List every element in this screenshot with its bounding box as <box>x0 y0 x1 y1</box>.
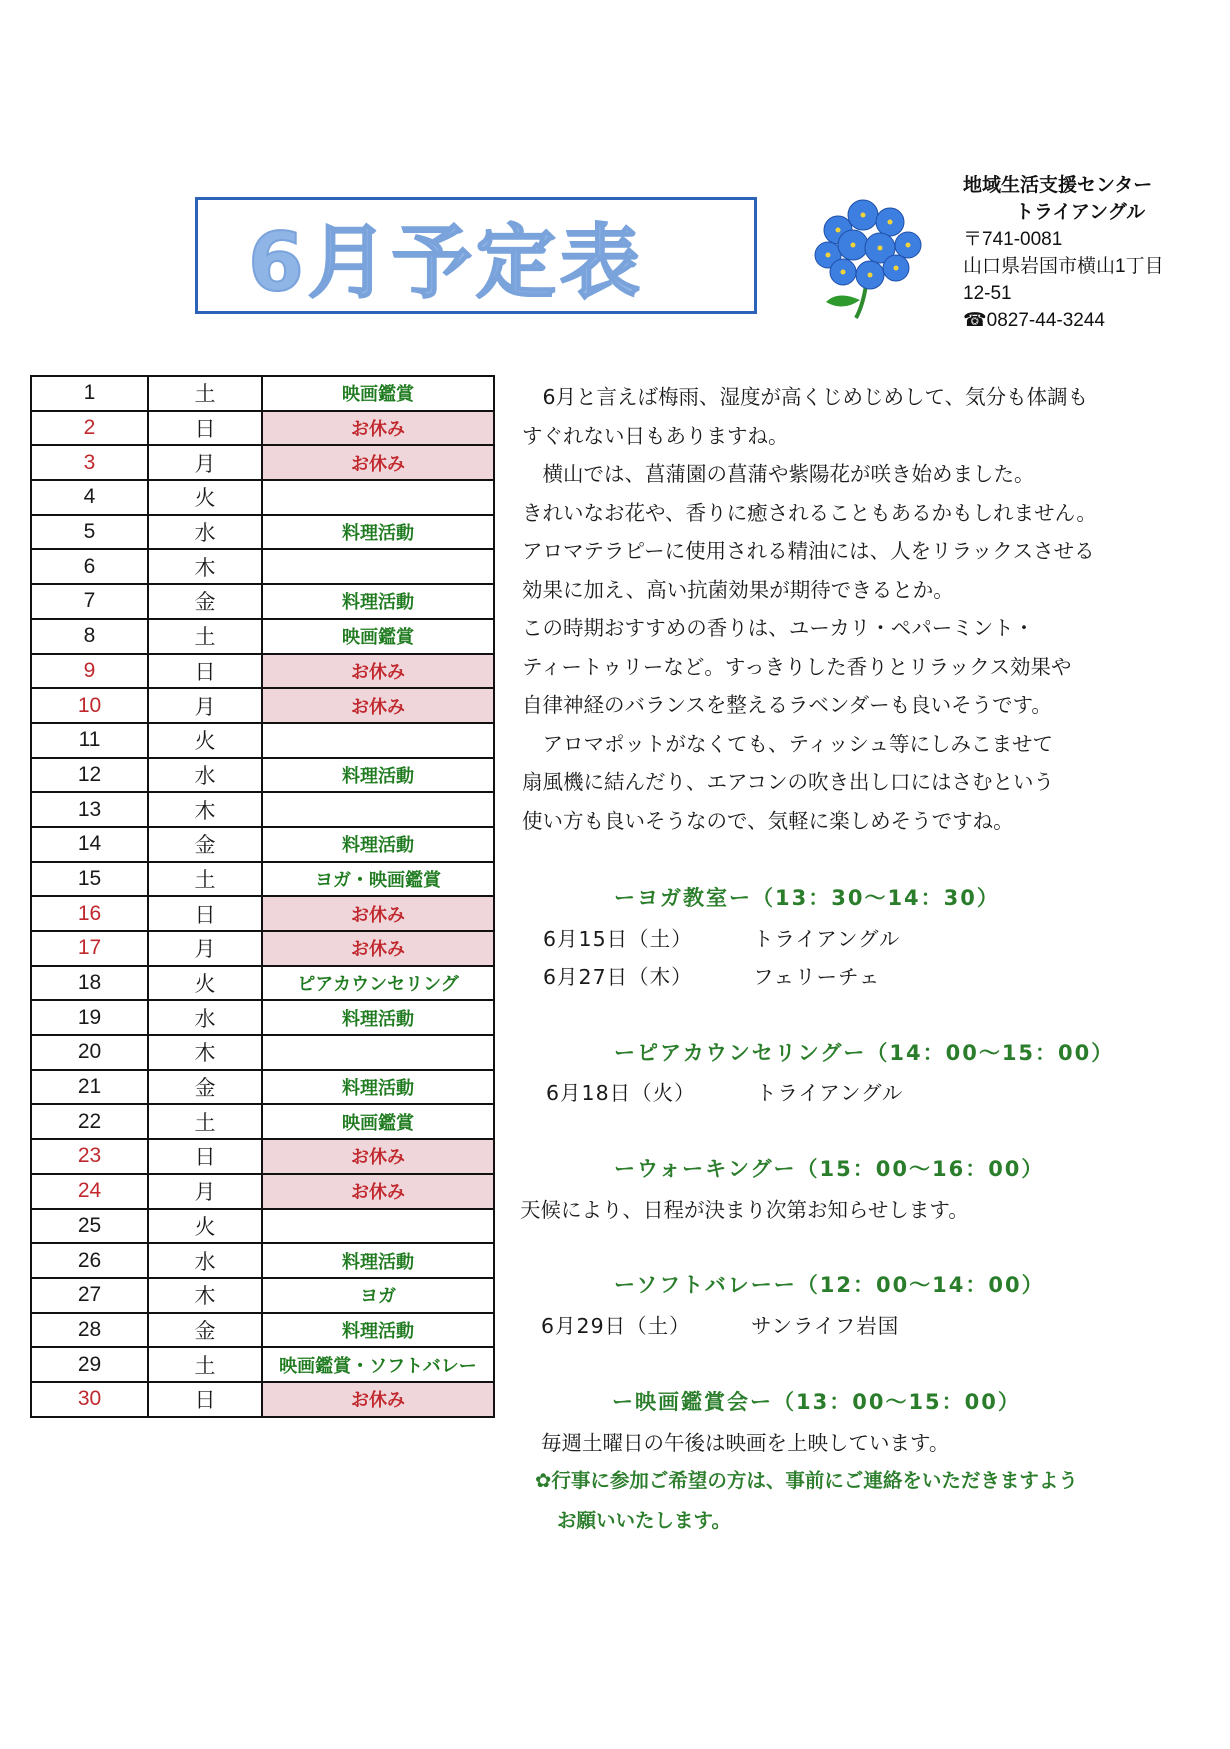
intro-line: 効果に加え、高い抗菌効果が期待できるとか。 <box>522 577 954 602</box>
schedule-activity: 料理活動 <box>262 1313 494 1348</box>
schedule-row <box>31 688 494 723</box>
schedule-date: 19 <box>31 1000 148 1035</box>
schedule-activity: 映画鑑賞 <box>262 1104 494 1139</box>
schedule-activity: 映画鑑賞 <box>262 376 494 411</box>
event-place: フェリーチェ <box>753 965 881 989</box>
schedule-row <box>31 1104 494 1139</box>
schedule-activity: 料理活動 <box>262 827 494 862</box>
intro-line: ティートゥリーなど。すっきりした香りとリラックス効果や <box>522 654 1072 679</box>
schedule-weekday: 火 <box>148 723 262 758</box>
schedule-weekday: 金 <box>148 827 262 862</box>
schedule-date: 2 <box>31 411 148 446</box>
schedule-date: 6 <box>31 549 148 584</box>
intro-line: 6月と言えば梅雨、湿度が高くじめじめして、気分も体調も <box>522 385 1089 409</box>
schedule-activity: お休み <box>262 411 494 446</box>
org-sub-name: トライアングル <box>1015 202 1146 223</box>
schedule-date: 10 <box>31 688 148 723</box>
schedule-row <box>31 619 494 654</box>
schedule-row <box>31 1382 494 1417</box>
event-place: トライアングル <box>753 927 901 951</box>
schedule-weekday: 金 <box>148 1313 262 1348</box>
schedule-row <box>31 723 494 758</box>
postal-code: 〒741-0081 <box>963 229 1063 250</box>
schedule-row <box>31 411 494 446</box>
schedule-activity: お休み <box>262 654 494 689</box>
schedule-date: 16 <box>31 896 148 931</box>
schedule-row <box>31 1278 494 1313</box>
schedule-weekday: 土 <box>148 862 262 897</box>
schedule-weekday: 土 <box>148 376 262 411</box>
schedule-weekday: 金 <box>148 1070 262 1105</box>
schedule-date: 13 <box>31 792 148 827</box>
schedule-date: 26 <box>31 1243 148 1278</box>
schedule-weekday: 土 <box>148 1347 262 1382</box>
schedule-date: 28 <box>31 1313 148 1348</box>
schedule-weekday: 日 <box>148 896 262 931</box>
schedule-activity: 料理活動 <box>262 1243 494 1278</box>
note-line-2: お願いいたします。 <box>557 1509 731 1532</box>
schedule-activity <box>262 1209 494 1244</box>
schedule-row <box>31 1243 494 1278</box>
event-date: 6月29日（土） <box>541 1314 691 1338</box>
event-date: 6月27日（木） <box>543 965 693 989</box>
note-line-1: ✿行事に参加ご希望の方は、事前にご連絡をいただきますよう <box>535 1469 1078 1492</box>
event-place: トライアングル <box>756 1081 904 1105</box>
schedule-row <box>31 1347 494 1382</box>
peer-counseling-heading: ーピアカウンセリングー（14：00～15：00） <box>614 1041 1115 1065</box>
schedule-weekday: 木 <box>148 1278 262 1313</box>
schedule-date: 5 <box>31 515 148 550</box>
walking-heading: ーウォーキングー（15：00～16：00） <box>614 1157 1045 1181</box>
schedule-date: 23 <box>31 1139 148 1174</box>
schedule-weekday: 水 <box>148 758 262 793</box>
title-box <box>195 197 757 314</box>
schedule-activity <box>262 792 494 827</box>
schedule-date: 14 <box>31 827 148 862</box>
peer-line-1 <box>546 1076 903 1106</box>
schedule-date: 9 <box>31 654 148 689</box>
schedule-date: 24 <box>31 1174 148 1209</box>
schedule-weekday: 日 <box>148 1382 262 1417</box>
schedule-row <box>31 827 494 862</box>
schedule-row <box>31 584 494 619</box>
intro-line: 横山では、菖蒲園の菖蒲や紫陽花が咲き始めました。 <box>522 462 1035 486</box>
schedule-activity: 映画鑑賞・ソフトバレー <box>262 1347 494 1382</box>
schedule-activity: ヨガ・映画鑑賞 <box>262 862 494 897</box>
intro-line: 扇風機に結んだり、エアコンの吹き出し口にはさむという <box>522 770 1054 794</box>
schedule-row <box>31 654 494 689</box>
schedule-weekday: 水 <box>148 1000 262 1035</box>
schedule-date: 21 <box>31 1070 148 1105</box>
schedule-date: 25 <box>31 1209 148 1244</box>
page-title: 6月予定表 <box>248 216 644 309</box>
address-line-2: 12-51 <box>963 283 1012 304</box>
schedule-weekday: 月 <box>148 445 262 480</box>
schedule-activity: 映画鑑賞 <box>262 619 494 654</box>
schedule-activity: お休み <box>262 688 494 723</box>
movie-text: 毎週土曜日の午後は映画を上映しています。 <box>541 1431 950 1455</box>
yoga-line-2 <box>543 960 880 990</box>
schedule-activity: お休み <box>262 896 494 931</box>
schedule-activity: お休み <box>262 931 494 966</box>
schedule-date: 18 <box>31 966 148 1001</box>
schedule-date: 1 <box>31 376 148 411</box>
event-date: 6月18日（火） <box>546 1081 696 1105</box>
schedule-date: 3 <box>31 445 148 480</box>
schedule-date: 11 <box>31 723 148 758</box>
schedule-date: 22 <box>31 1104 148 1139</box>
schedule-row <box>31 1000 494 1035</box>
schedule-weekday: 水 <box>148 1243 262 1278</box>
schedule-weekday: 木 <box>148 1035 262 1070</box>
schedule-row <box>31 1139 494 1174</box>
schedule-activity: お休み <box>262 1174 494 1209</box>
schedule-activity: ピアカウンセリング <box>262 966 494 1001</box>
schedule-activity <box>262 723 494 758</box>
organization-info <box>963 172 1203 334</box>
schedule-date: 30 <box>31 1382 148 1417</box>
schedule-weekday: 火 <box>148 1209 262 1244</box>
schedule-weekday: 火 <box>148 480 262 515</box>
intro-line: この時期おすすめの香りは、ユーカリ・ペパーミント・ <box>522 616 1035 640</box>
schedule-date: 7 <box>31 584 148 619</box>
intro-text <box>522 378 1192 840</box>
schedule-row <box>31 1209 494 1244</box>
walking-text: 天候により、日程が決まり次第お知らせします。 <box>520 1198 969 1222</box>
schedule-date: 29 <box>31 1347 148 1382</box>
schedule-row <box>31 1035 494 1070</box>
schedule-activity <box>262 1035 494 1070</box>
schedule-table <box>30 375 495 1418</box>
intro-line: 使い方も良いそうなので、気軽に楽しめそうですね。 <box>522 808 1014 833</box>
event-place: サンライフ岩国 <box>751 1314 900 1338</box>
schedule-weekday: 日 <box>148 1139 262 1174</box>
schedule-date: 12 <box>31 758 148 793</box>
schedule-row <box>31 376 494 411</box>
schedule-weekday: 木 <box>148 549 262 584</box>
schedule-activity: 料理活動 <box>262 584 494 619</box>
schedule-activity: 料理活動 <box>262 1000 494 1035</box>
schedule-weekday: 月 <box>148 931 262 966</box>
schedule-weekday: 火 <box>148 966 262 1001</box>
schedule-activity: 料理活動 <box>262 515 494 550</box>
schedule-activity: お休み <box>262 1382 494 1417</box>
event-date: 6月15日（土） <box>543 927 693 951</box>
schedule-date: 27 <box>31 1278 148 1313</box>
intro-line: アロマテラピーに使用される精油には、人をリラックスさせる <box>522 539 1095 563</box>
schedule-activity: 料理活動 <box>262 1070 494 1105</box>
schedule-row <box>31 758 494 793</box>
schedule-activity: ヨガ <box>262 1278 494 1313</box>
schedule-row <box>31 445 494 480</box>
schedule-weekday: 金 <box>148 584 262 619</box>
schedule-activity <box>262 480 494 515</box>
schedule-row <box>31 1174 494 1209</box>
yoga-line-1 <box>543 922 900 952</box>
schedule-row <box>31 549 494 584</box>
volley-line-1 <box>541 1309 899 1339</box>
schedule-weekday: 土 <box>148 1104 262 1139</box>
schedule-activity: お休み <box>262 445 494 480</box>
schedule-weekday: 木 <box>148 792 262 827</box>
schedule-activity: 料理活動 <box>262 758 494 793</box>
schedule-row <box>31 966 494 1001</box>
schedule-row <box>31 931 494 966</box>
schedule-row <box>31 515 494 550</box>
intro-line: 自律神経のバランスを整えるラベンダーも良いそうです。 <box>522 693 1052 717</box>
schedule-date: 20 <box>31 1035 148 1070</box>
schedule-weekday: 土 <box>148 619 262 654</box>
schedule-row <box>31 862 494 897</box>
intro-line: すぐれない日もありますね。 <box>522 423 789 448</box>
schedule-row <box>31 1070 494 1105</box>
intro-line: アロマポットがなくても、ティッシュ等にしみこませて <box>522 731 1053 756</box>
schedule-weekday: 日 <box>148 654 262 689</box>
schedule-weekday: 水 <box>148 515 262 550</box>
movie-heading: ー映画鑑賞会ー（13：00～15：00） <box>612 1390 1021 1414</box>
schedule-weekday: 日 <box>148 411 262 446</box>
org-name: 地域生活支援センター <box>963 175 1153 196</box>
schedule-date: 8 <box>31 619 148 654</box>
schedule-date: 4 <box>31 480 148 515</box>
schedule-weekday: 月 <box>148 1174 262 1209</box>
schedule-activity: お休み <box>262 1139 494 1174</box>
schedule-date: 15 <box>31 862 148 897</box>
address-line-1: 山口県岩国市横山1丁目 <box>963 256 1164 277</box>
soft-volley-heading: ーソフトバレーー（12：00～14：00） <box>614 1273 1045 1297</box>
schedule-activity <box>262 549 494 584</box>
hydrangea-icon <box>808 190 928 320</box>
schedule-row <box>31 480 494 515</box>
schedule-row <box>31 1313 494 1348</box>
intro-line: きれいなお花や、香りに癒されることもあるかもしれません。 <box>522 500 1097 525</box>
schedule-date: 17 <box>31 931 148 966</box>
phone-number: ☎0827-44-3244 <box>963 310 1105 331</box>
schedule-weekday: 月 <box>148 688 262 723</box>
schedule-row <box>31 792 494 827</box>
schedule-row <box>31 896 494 931</box>
yoga-heading: ーヨガ教室ー（13：30～14：30） <box>614 886 1000 910</box>
